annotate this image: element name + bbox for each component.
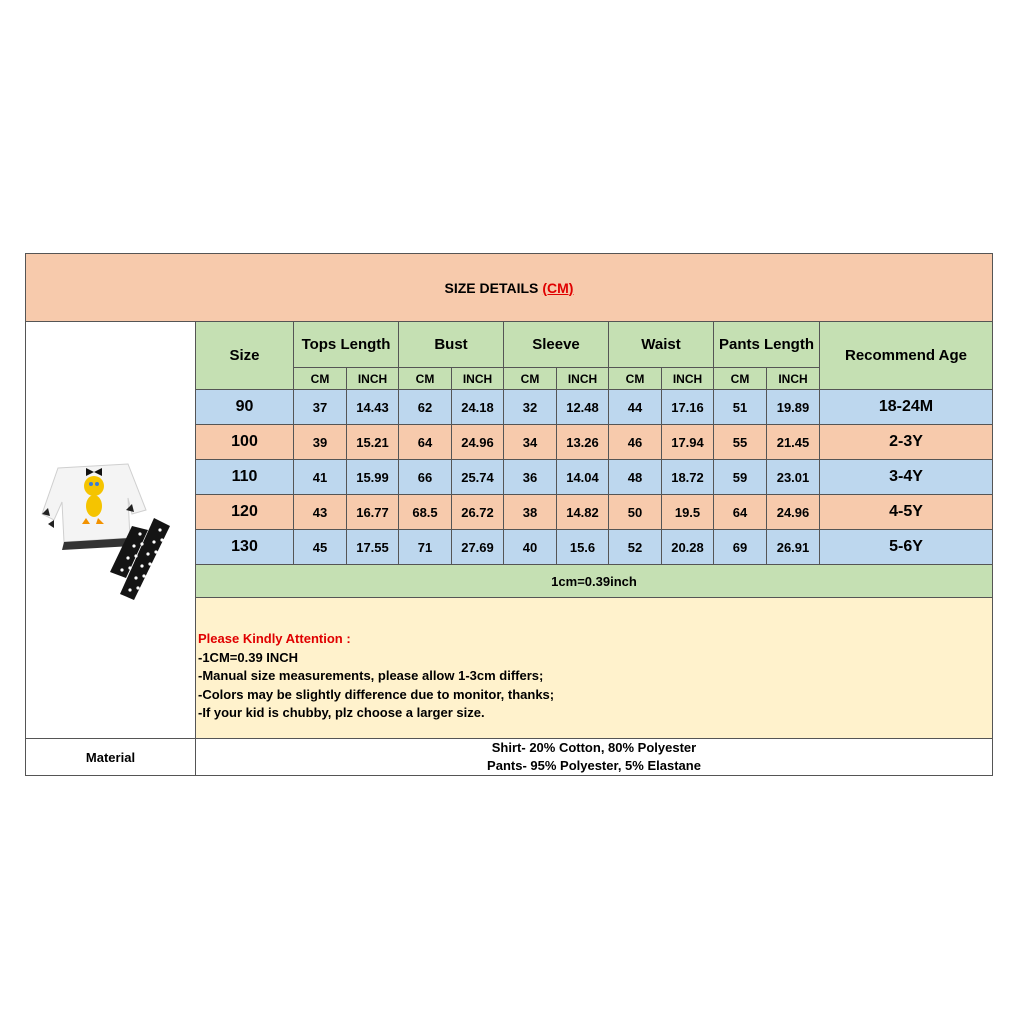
size-chart-sheet: [25, 253, 993, 776]
row-value: 13.26: [556, 424, 609, 460]
row-age: 4-5Y: [819, 494, 993, 530]
row-value: 55: [713, 424, 767, 460]
row-value: 18.72: [661, 459, 714, 495]
row-value: 48: [608, 459, 662, 495]
note-line: -1CM=0.39 INCH: [198, 649, 299, 665]
row-value: 26.72: [451, 494, 504, 530]
row-value: 17.94: [661, 424, 714, 460]
header-size: Size: [195, 321, 294, 390]
row-value: 12.48: [556, 389, 609, 425]
row-size: 100: [195, 424, 294, 460]
subheader-inch: INCH: [451, 367, 504, 390]
subheader-inch: INCH: [661, 367, 714, 390]
note-line: -If your kid is chubby, plz choose a larger size.: [198, 705, 485, 720]
row-value: 15.21: [346, 424, 399, 460]
row-value: 46: [608, 424, 662, 460]
header-bust: Bust: [398, 321, 504, 368]
material-pants: Pants- 95% Polyester, 5% Elastane: [487, 758, 701, 773]
subheader-cm: CM: [503, 367, 557, 390]
row-value: 25.74: [451, 459, 504, 495]
row-value: 44: [608, 389, 662, 425]
row-value: 43: [293, 494, 347, 530]
header-waist: Waist: [608, 321, 714, 368]
subheader-inch: INCH: [766, 367, 820, 390]
product-photo-cell: [25, 321, 196, 739]
note-line: -Colors may be slightly difference due to monitor, thanks;: [198, 686, 555, 702]
row-size: 120: [195, 494, 294, 530]
row-value: 62: [398, 389, 452, 425]
header-pants-length: Pants Length: [713, 321, 820, 368]
size-details-title: [25, 253, 993, 322]
row-value: 17.16: [661, 389, 714, 425]
row-value: 41: [293, 459, 347, 495]
row-value: 34: [503, 424, 557, 460]
header-sleeve: Sleeve: [503, 321, 609, 368]
row-value: 21.45: [766, 424, 820, 460]
row-value: 20.28: [661, 529, 714, 565]
note-line: -Manual size measurements, please allow 1-3cm differs;: [198, 668, 544, 683]
attention-notes: [195, 597, 993, 739]
material-label: Material: [25, 738, 196, 776]
attention-heading: Please Kindly Attention :: [198, 631, 351, 646]
conversion-note: 1cm=0.39inch: [195, 564, 993, 598]
row-value: 68.5: [398, 494, 452, 530]
row-age: 5-6Y: [819, 529, 993, 565]
title-text: SIZE DETAILS: [444, 279, 539, 296]
row-value: 69: [713, 529, 767, 565]
subheader-inch: INCH: [346, 367, 399, 390]
subheader-inch: INCH: [556, 367, 609, 390]
row-age: 18-24M: [819, 389, 993, 425]
subheader-cm: CM: [608, 367, 662, 390]
girls-outfit-illustration: [36, 450, 186, 610]
row-size: 90: [195, 389, 294, 425]
subheader-cm: CM: [713, 367, 767, 390]
row-value: 66: [398, 459, 452, 495]
row-value: 38: [503, 494, 557, 530]
row-size: 110: [195, 459, 294, 495]
row-value: 14.82: [556, 494, 609, 530]
row-value: 40: [503, 529, 557, 565]
row-value: 16.77: [346, 494, 399, 530]
row-value: 52: [608, 529, 662, 565]
row-value: 17.55: [346, 529, 399, 565]
subheader-cm: CM: [398, 367, 452, 390]
row-value: 32: [503, 389, 557, 425]
row-value: 71: [398, 529, 452, 565]
row-value: 24.18: [451, 389, 504, 425]
row-age: 2-3Y: [819, 424, 993, 460]
row-value: 24.96: [451, 424, 504, 460]
row-value: 26.91: [766, 529, 820, 565]
header-tops-length: Tops Length: [293, 321, 399, 368]
material-shirt: Shirt- 20% Cotton, 80% Polyester: [491, 740, 697, 755]
row-value: 45: [293, 529, 347, 565]
row-value: 19.5: [661, 494, 714, 530]
row-value: 59: [713, 459, 767, 495]
row-value: 24.96: [766, 494, 820, 530]
subheader-cm: CM: [293, 367, 347, 390]
row-age: 3-4Y: [819, 459, 993, 495]
material-value: [195, 738, 993, 776]
row-value: 64: [398, 424, 452, 460]
row-value: 64: [713, 494, 767, 530]
row-value: 36: [503, 459, 557, 495]
header-recommend-age: Recommend Age: [819, 321, 993, 390]
row-value: 50: [608, 494, 662, 530]
row-value: 14.04: [556, 459, 609, 495]
row-value: 14.43: [346, 389, 399, 425]
title-unit: (CM): [542, 279, 574, 296]
row-value: 37: [293, 389, 347, 425]
row-value: 23.01: [766, 459, 820, 495]
row-value: 51: [713, 389, 767, 425]
row-value: 15.99: [346, 459, 399, 495]
row-value: 39: [293, 424, 347, 460]
row-value: 15.6: [556, 529, 609, 565]
row-size: 130: [195, 529, 294, 565]
row-value: 19.89: [766, 389, 820, 425]
row-value: 27.69: [451, 529, 504, 565]
